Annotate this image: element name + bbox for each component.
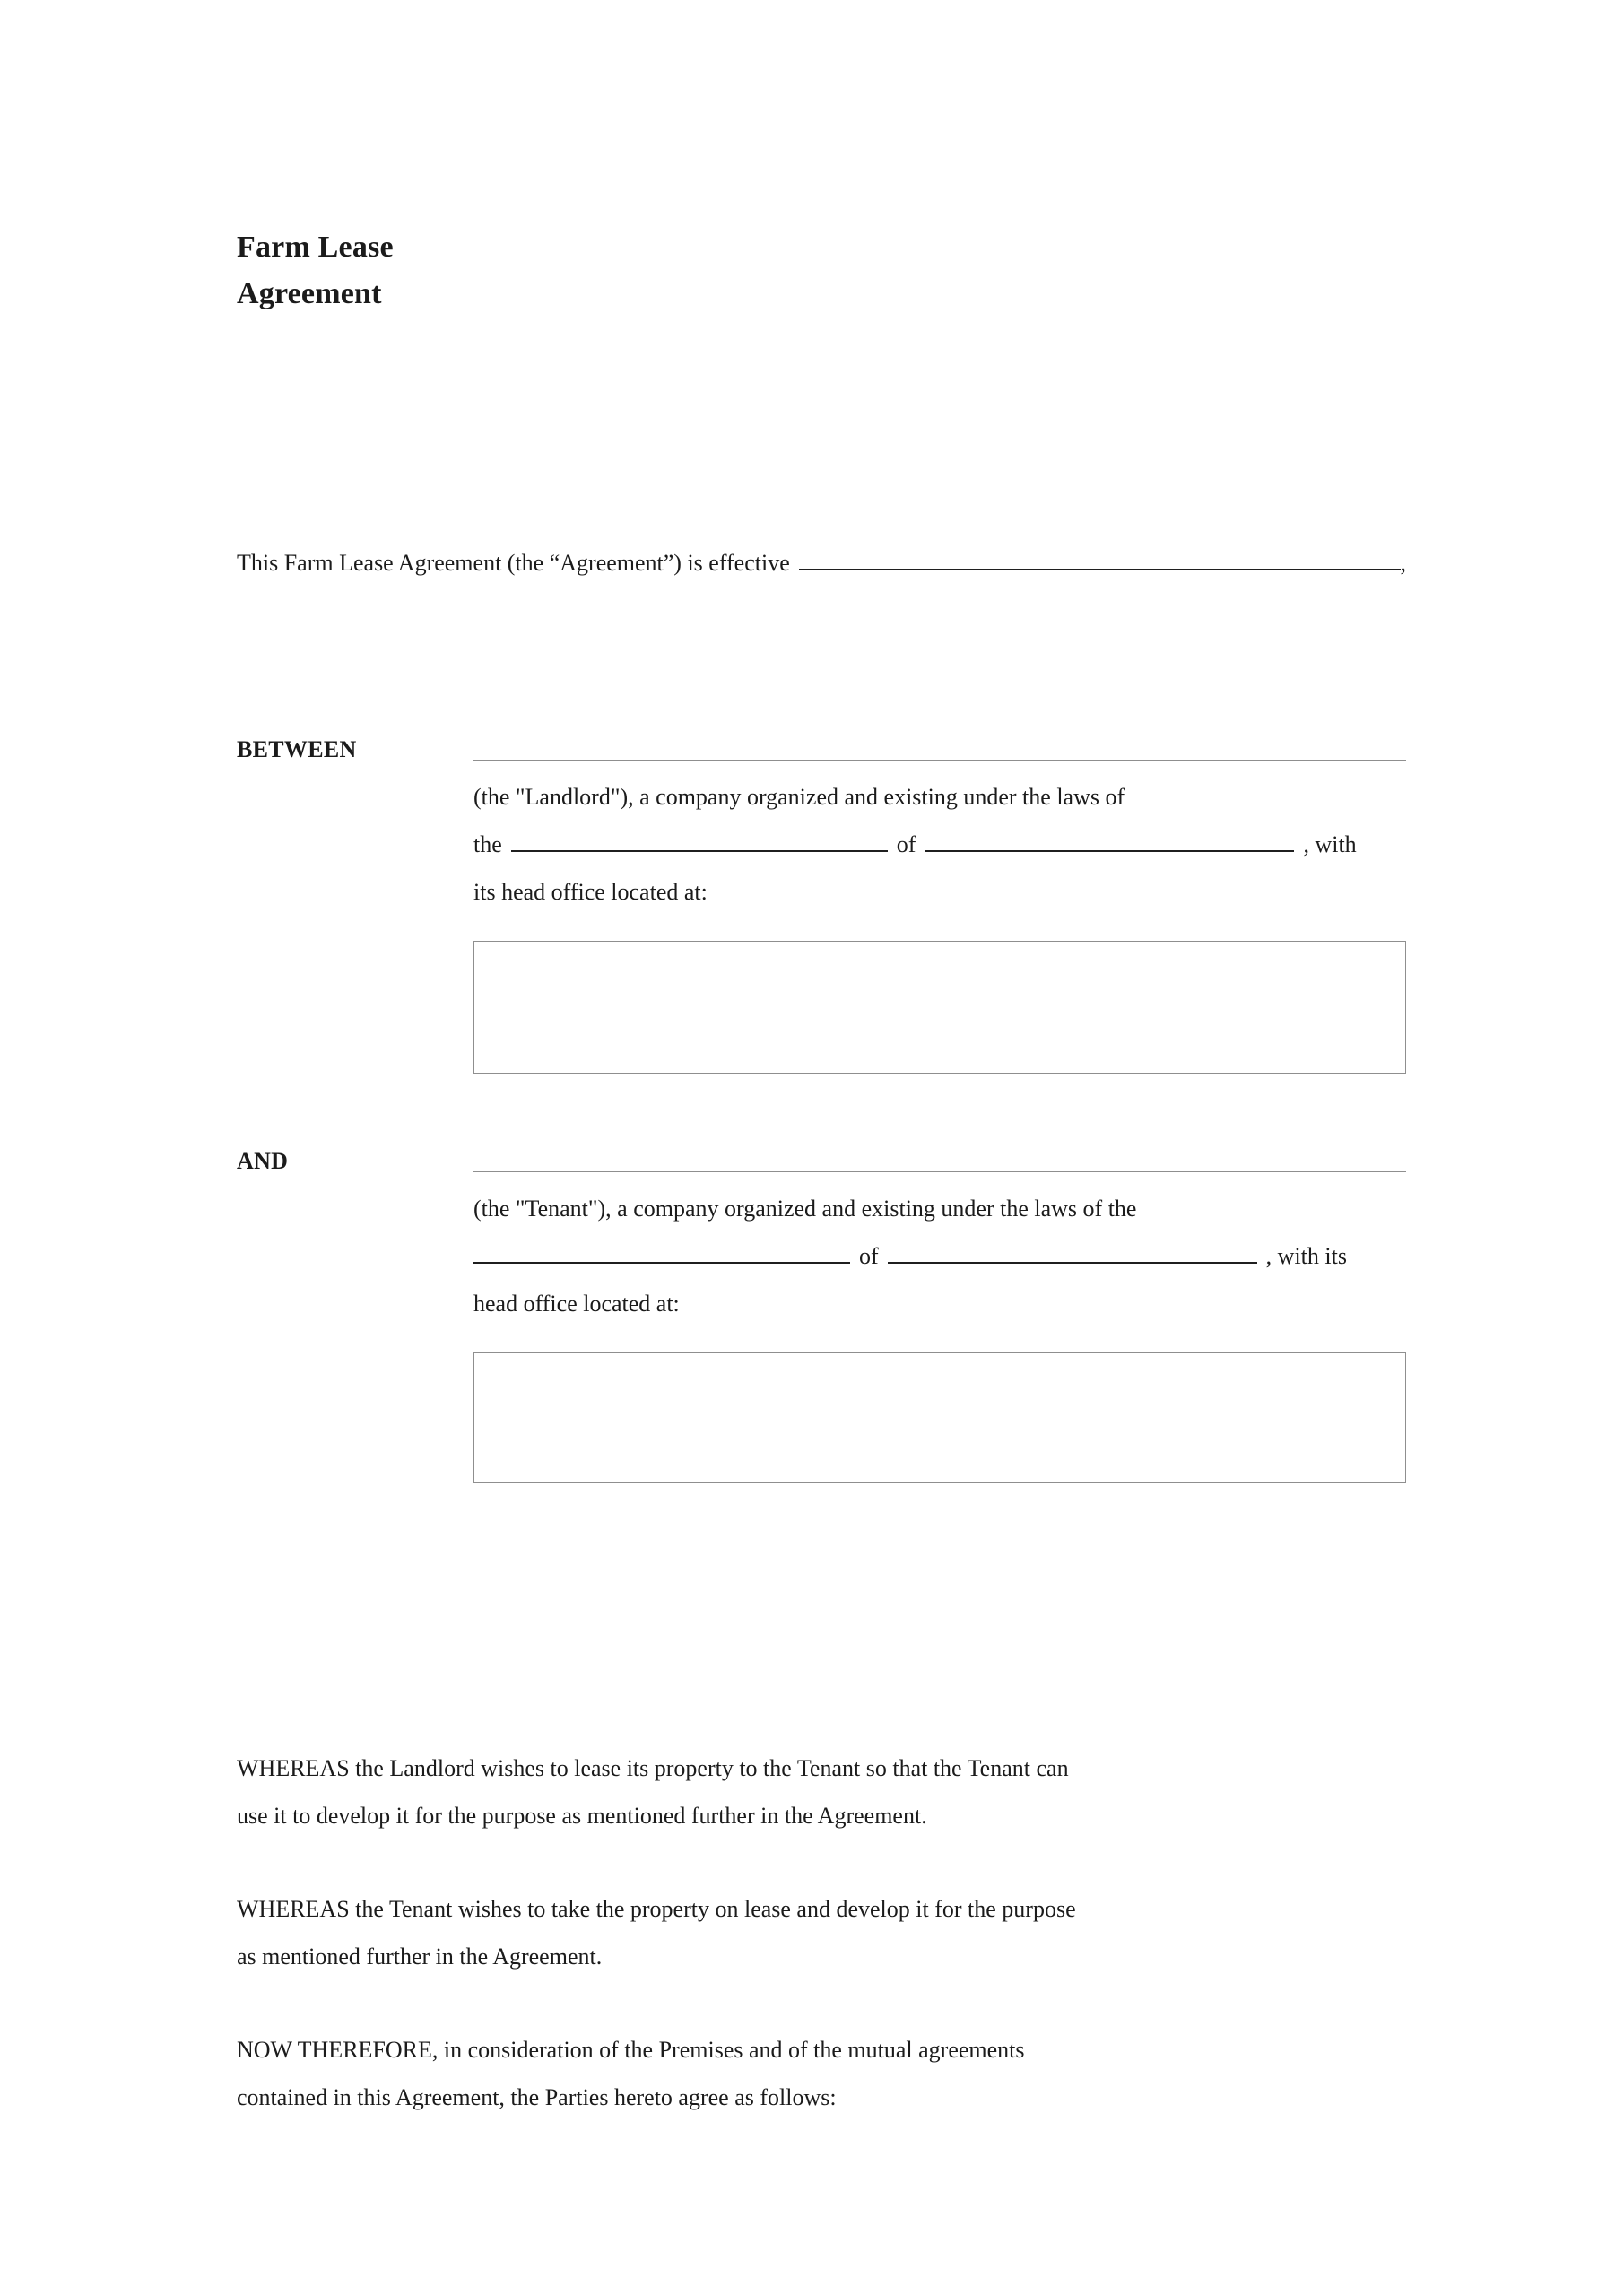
landlord-country-field[interactable] — [925, 849, 1294, 852]
between-label: BETWEEN — [237, 736, 357, 762]
tenant-description-line2 — [473, 1232, 1406, 1280]
tenant-address-box[interactable] — [473, 1352, 1406, 1483]
landlord-the-word: the — [473, 831, 502, 857]
effective-date-line — [237, 544, 1406, 583]
landlord-with-word: , with — [1303, 831, 1357, 857]
effective-date-field[interactable] — [799, 569, 1401, 570]
tenant-section — [237, 1145, 1406, 1483]
whereas-landlord-line2: use it to develop it for the purpose as mentioned further in the Agreement. — [237, 1803, 927, 1829]
landlord-section — [237, 734, 1406, 1074]
recitals — [237, 1744, 1411, 2121]
whereas-tenant-line1: WHEREAS the Tenant wishes to take the property on lease and develop it for the purpose — [237, 1896, 1076, 1922]
landlord-description — [473, 773, 1406, 916]
landlord-address-box[interactable] — [473, 941, 1406, 1074]
landlord-jurisdiction-field[interactable] — [511, 849, 888, 852]
tenant-description-line1: (the "Tenant"), a company organized and existing under the laws of the — [473, 1196, 1137, 1222]
landlord-office-line: its head office located at: — [473, 879, 708, 905]
tenant-with-word: , with its — [1265, 1243, 1347, 1269]
now-therefore-line1: NOW THEREFORE, in consideration of the Premises and of the mutual agreements — [237, 2037, 1025, 2063]
tenant-office-line: head office located at: — [473, 1291, 680, 1317]
document-title-line2: Agreement — [237, 277, 382, 310]
tenant-jurisdiction-field[interactable] — [473, 1261, 850, 1264]
tenant-country-field[interactable] — [888, 1261, 1257, 1264]
whereas-tenant-paragraph — [237, 1885, 1411, 1980]
document-title-line1: Farm Lease — [237, 230, 394, 264]
whereas-landlord-paragraph — [237, 1744, 1411, 1839]
now-therefore-line2: contained in this Agreement, the Parties hereto agree as follows: — [237, 2084, 837, 2110]
document-title — [237, 224, 1406, 317]
effective-date-suffix: , — [1400, 550, 1406, 576]
tenant-name-field[interactable] — [473, 1145, 1406, 1172]
tenant-of-word: of — [859, 1243, 879, 1269]
landlord-of-word: of — [896, 831, 916, 857]
and-label: AND — [237, 1148, 289, 1174]
whereas-landlord-line1: WHEREAS the Landlord wishes to lease its property to the Tenant so that the Tenant can — [237, 1755, 1069, 1781]
landlord-name-field[interactable] — [473, 734, 1406, 761]
now-therefore-paragraph — [237, 2026, 1411, 2121]
effective-date-text: This Farm Lease Agreement (the “Agreement”) is effective — [237, 550, 790, 576]
whereas-tenant-line2: as mentioned further in the Agreement. — [237, 1944, 603, 1970]
tenant-description — [473, 1185, 1406, 1327]
landlord-description-line2 — [473, 821, 1406, 868]
landlord-description-line1: (the "Landlord"), a company organized and existing under the laws of — [473, 784, 1125, 810]
